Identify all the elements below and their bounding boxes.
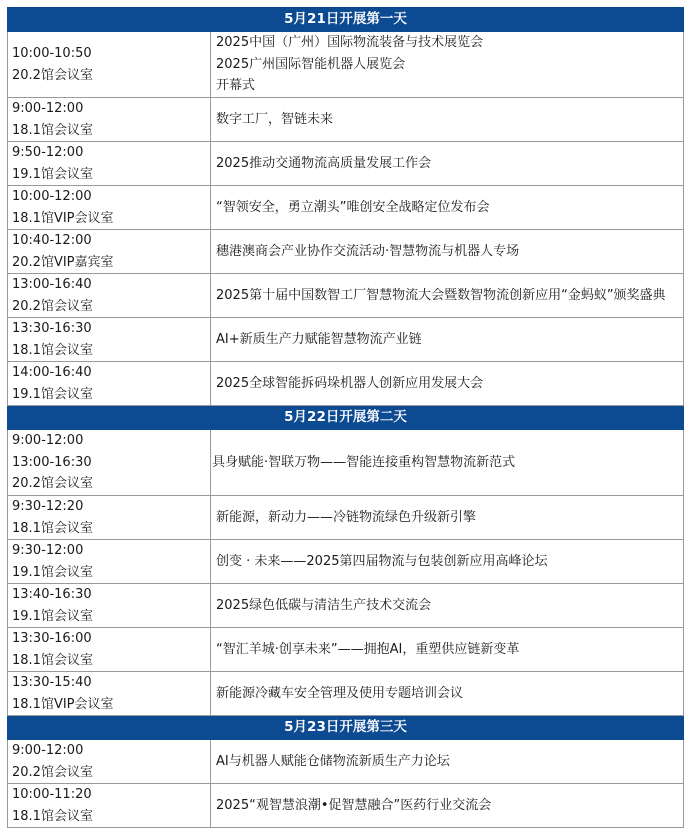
session-event-title: 2025第十届中国数智工厂智慧物流大会暨数智物流创新应用“金蚂蚁”颁奖盛典	[216, 287, 666, 303]
session-time: 9:00-12:00	[12, 101, 84, 116]
session-row	[8, 362, 684, 406]
session-event-cell	[211, 98, 684, 142]
session-event-title: “智领安全，勇立潮头”唯创安全战略定位发布会	[216, 199, 490, 215]
session-row	[8, 584, 684, 628]
session-time: 10:00-10:50	[12, 46, 92, 61]
session-row	[8, 496, 684, 540]
session-event-cell	[211, 628, 684, 672]
session-time: 10:40-12:00	[12, 233, 92, 248]
session-time-cell	[8, 540, 211, 584]
session-event-cell	[211, 784, 684, 828]
session-event-cell	[211, 186, 684, 230]
session-event-cell	[211, 318, 684, 362]
session-time: 13:00-16:30	[12, 454, 92, 470]
session-venue: 20.2馆会议室	[12, 298, 93, 314]
session-time: 9:00-12:00	[12, 743, 84, 758]
schedule-container	[7, 7, 683, 828]
session-time-cell	[8, 186, 211, 230]
session-time-cell	[8, 628, 211, 672]
session-row	[8, 318, 684, 362]
session-event-cell	[211, 230, 684, 274]
session-time: 9:50-12:00	[12, 145, 84, 160]
session-event-title: 新能源冷藏车安全管理及使用专题培训会议	[216, 685, 464, 701]
session-event-title: 2025中国（广州）国际物流装备与技术展览会	[216, 35, 484, 51]
day-header: 5月22日开展第二天	[8, 406, 684, 430]
session-event-cell	[211, 430, 684, 496]
session-event-title: 2025全球智能拆码垛机器人创新应用发展大会	[216, 375, 484, 391]
session-event-cell	[211, 274, 684, 318]
session-row	[8, 274, 684, 318]
day-header-row	[8, 406, 684, 430]
session-row	[8, 186, 684, 230]
session-row	[8, 142, 684, 186]
session-venue: 19.1馆会议室	[12, 386, 93, 402]
session-time-cell	[8, 496, 211, 540]
session-time-cell	[8, 430, 211, 496]
session-time-cell	[8, 274, 211, 318]
session-time-cell	[8, 584, 211, 628]
session-event-cell	[211, 496, 684, 540]
session-venue: 18.1馆会议室	[12, 520, 93, 536]
session-event-cell	[211, 142, 684, 186]
session-time-cell	[8, 142, 211, 186]
session-event-cell	[211, 362, 684, 406]
session-row	[8, 740, 684, 784]
session-event-title: AI与机器人赋能仓储物流新质生产力论坛	[216, 753, 450, 769]
session-time: 10:00-12:00	[12, 189, 92, 204]
session-time: 13:30-15:40	[12, 675, 92, 690]
session-row	[8, 430, 684, 496]
session-event-cell	[211, 584, 684, 628]
session-venue: 18.1馆VIP会议室	[12, 696, 114, 712]
session-time-cell	[8, 230, 211, 274]
session-row	[8, 230, 684, 274]
session-row	[8, 32, 684, 98]
session-time-cell	[8, 318, 211, 362]
day-header: 5月21日开展第一天	[8, 8, 684, 32]
session-time: 13:30-16:00	[12, 631, 92, 646]
session-row	[8, 672, 684, 716]
session-event-title: 数字工厂，智链未来	[216, 111, 334, 127]
session-row	[8, 98, 684, 142]
session-event-title: 2025推动交通物流高质量发展工作会	[216, 155, 432, 171]
session-venue: 18.1馆VIP会议室	[12, 210, 114, 226]
session-time-cell	[8, 32, 211, 98]
session-time-cell	[8, 362, 211, 406]
session-row	[8, 540, 684, 584]
session-venue: 18.1馆会议室	[12, 808, 93, 824]
session-time-cell	[8, 740, 211, 784]
session-time: 13:30-16:30	[12, 321, 92, 336]
session-venue: 20.2馆VIP嘉宾室	[12, 254, 114, 270]
session-time-cell	[8, 784, 211, 828]
session-event-cell	[211, 540, 684, 584]
session-venue: 20.2馆会议室	[12, 476, 93, 492]
session-venue: 18.1馆会议室	[12, 652, 93, 668]
day-header: 5月23日开展第三天	[8, 716, 684, 740]
session-venue: 19.1馆会议室	[12, 608, 93, 624]
session-row	[8, 628, 684, 672]
session-time: 10:00-11:20	[12, 787, 92, 802]
session-venue: 19.1馆会议室	[12, 564, 93, 580]
day-header-row	[8, 8, 684, 32]
session-time-cell	[8, 672, 211, 716]
session-event-title: 创变 · 未来——2025第四届物流与包装创新应用高峰论坛	[216, 553, 548, 569]
session-time: 9:00-12:00	[12, 433, 84, 449]
session-time: 9:30-12:20	[12, 499, 84, 514]
session-event-cell	[211, 32, 684, 98]
session-event-title: 具身赋能·智联万物——智能连接重构智慧物流新范式	[212, 454, 516, 470]
session-venue: 20.2馆会议室	[12, 67, 93, 83]
session-venue: 18.1馆会议室	[12, 342, 93, 358]
session-event-cell	[211, 740, 684, 784]
session-event-title: 新能源，新动力——冷链物流绿色升级新引擎	[216, 509, 477, 525]
session-venue: 20.2馆会议室	[12, 764, 93, 780]
session-event-cell	[211, 672, 684, 716]
session-time: 13:00-16:40	[12, 277, 92, 292]
day-header-row	[8, 716, 684, 740]
schedule-table	[7, 7, 684, 828]
session-row	[8, 784, 684, 828]
session-event-title: 2025广州国际智能机器人展览会	[216, 56, 406, 72]
session-time: 13:40-16:30	[12, 587, 92, 602]
session-time-cell	[8, 98, 211, 142]
session-time: 14:00-16:40	[12, 365, 92, 380]
session-event-title: 2025“观智慧浪潮•促智慧融合”医药行业交流会	[216, 797, 492, 813]
session-venue: 19.1馆会议室	[12, 166, 93, 182]
session-event-title: “智汇羊城·创享未来”——拥抱AI，重塑供应链新变革	[216, 641, 520, 657]
session-event-title: AI+新质生产力赋能智慧物流产业链	[216, 331, 422, 347]
session-event-title: 穗港澳商会产业协作交流活动·智慧物流与机器人专场	[216, 243, 520, 259]
session-venue: 18.1馆会议室	[12, 122, 93, 138]
session-event-title: 2025绿色低碳与清洁生产技术交流会	[216, 597, 432, 613]
session-event-title: 开幕式	[216, 78, 256, 94]
session-time: 9:30-12:00	[12, 543, 84, 558]
